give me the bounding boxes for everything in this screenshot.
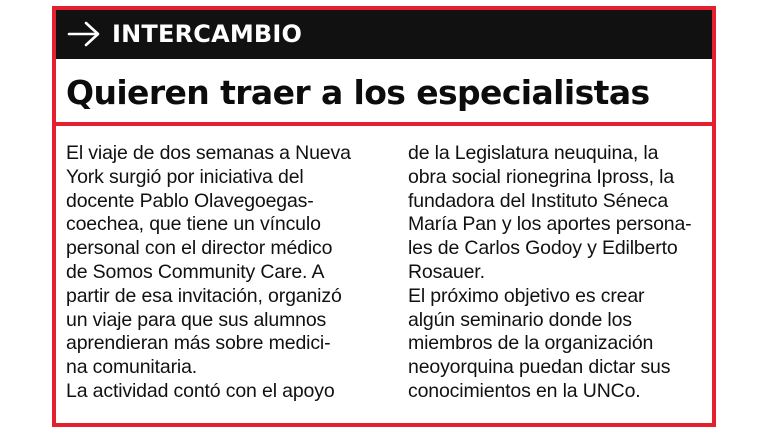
body-line: coechea, que tiene un vínculo — [66, 213, 321, 236]
body-line: algún seminario donde los — [408, 308, 632, 331]
body-line: aprendieran más sobre medici- — [66, 332, 331, 355]
body-line: María Pan y los aportes persona- — [408, 213, 692, 236]
divider — [56, 122, 712, 126]
body-line: de la Legislatura neuquina, la — [408, 142, 659, 164]
section-label: INTERCAMBIO — [112, 20, 303, 48]
arrow-right-icon — [67, 21, 101, 47]
body-line: docente Pablo Olavegoegas- — [66, 189, 314, 212]
headline: Quieren traer a los especialistas — [66, 73, 650, 112]
body-line: Rosauer. — [408, 260, 485, 283]
body-line: El próximo objetivo es crear — [408, 284, 645, 307]
article-box — [52, 6, 716, 427]
body-line: miembros de la organización — [408, 332, 654, 355]
body-line: neoyorquina puedan dictar sus — [408, 356, 671, 379]
body-line: fundadora del Instituto Séneca — [408, 189, 669, 212]
body-line: de Somos Community Care. A — [66, 260, 325, 283]
body-line: La actividad contó con el apoyo — [66, 379, 335, 402]
body-line: York surgió por iniciativa del — [66, 165, 304, 188]
body-line: El viaje de dos semanas a Nueva — [66, 142, 351, 164]
section-bar — [56, 10, 712, 59]
body-line: na comunitaria. — [66, 356, 198, 379]
body-line: obra social rionegrina Ipross, la — [408, 165, 675, 188]
body-line: personal con el director médico — [66, 237, 333, 260]
body-line: partir de esa invitación, organizó — [66, 284, 342, 307]
body-column-left — [66, 142, 366, 404]
body-line: un viaje para que sus alumnos — [66, 308, 327, 331]
body-column-right — [408, 142, 708, 404]
body-line: les de Carlos Godoy y Edilberto — [408, 237, 678, 260]
body-line: conocimientos en la UNCo. — [408, 379, 641, 402]
